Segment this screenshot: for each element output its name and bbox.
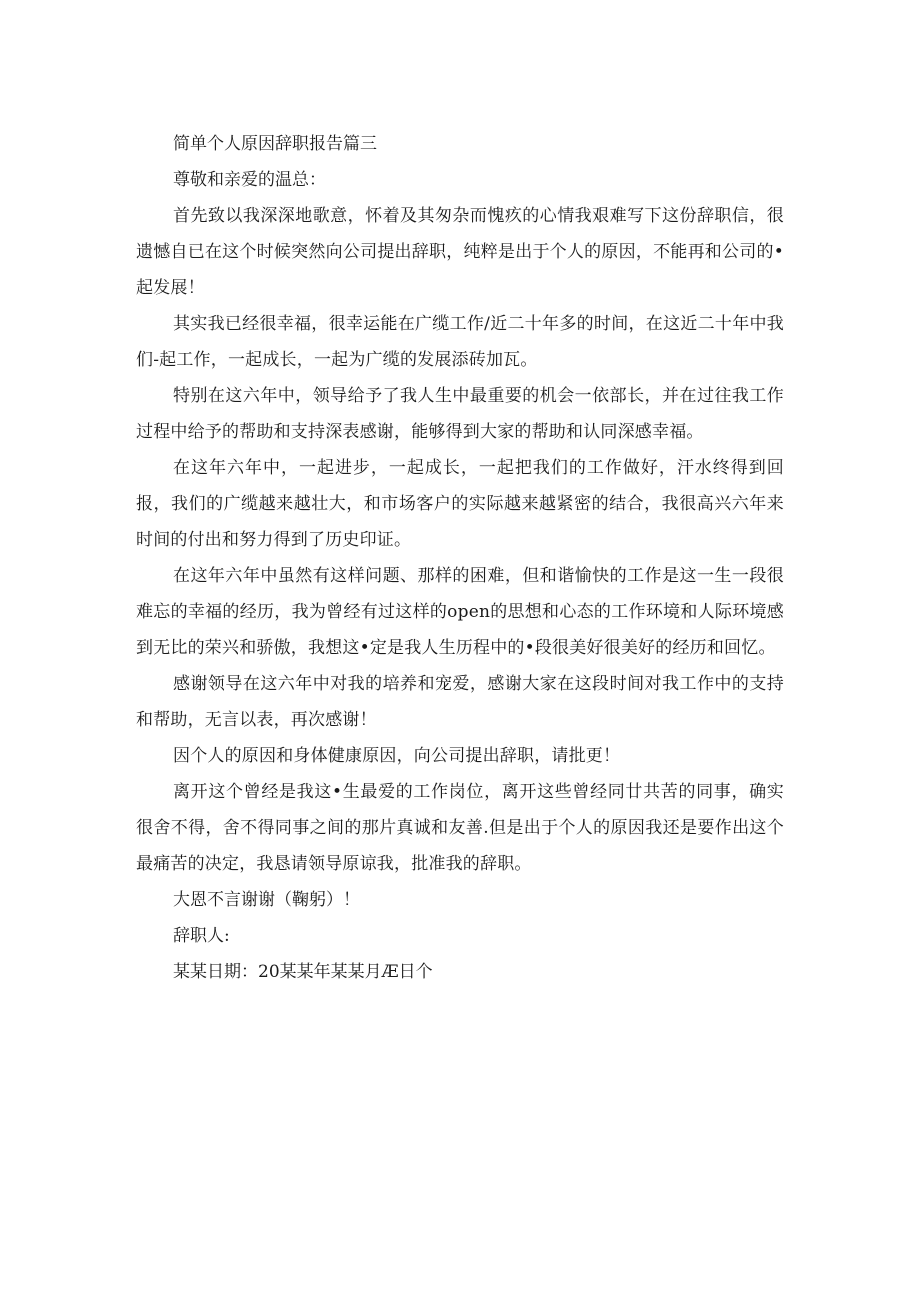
paragraph: 在这年六年中虽然有这样问题、那样的困难，但和谐愉快的工作是这一生一段很难忘的幸福的经历，我为曾经有过这样的open的思想和心态的工作环境和人际环境感到无比的荣兴和骄傲，我想这•定是我人生历程中的•段很美好很美好的经历和回忆。 [136, 566, 784, 658]
closing-line: 大恩不言谢谢（鞠躬）！ [173, 890, 360, 910]
signer-label: 辞职人: [173, 926, 230, 946]
paragraph: 感谢领导在这六年中对我的培养和宠爱，感谢大家在这段时间对我工作中的支持和帮助，无言以表，再次感谢！ [136, 674, 784, 730]
paragraph: 在这年六年中，一起进步，一起成长，一起把我们的工作做好，汗水终得到回报，我们的广缆越来越壮大，和市场客户的实际越来越紧密的结合，我很高兴六年来时间的付出和努力得到了历史印证。 [136, 458, 784, 550]
paragraph: 特别在这六年中，领导给予了我人生中最重要的机会一依部长，并在过往我工作过程中给予的帮助和支持深表感谢，能够得到大家的帮助和认同深感幸福。 [136, 386, 784, 442]
document-title: 简单个人原因辞职报告篇三 [173, 134, 377, 154]
date-line: 某某日期：20某某年某某月Æ日个 [173, 962, 433, 982]
paragraph: 离开这个曾经是我这•生最爱的工作岗位，离开这些曾经同廿共苦的同事，确实很舍不得，舍不得同事之间的那片真诚和友善.但是出于个人的原因我还是要作出这个最痛苦的决定，我恳请领导原谅我，批准我的辞职。 [136, 782, 784, 874]
paragraph: 因个人的原因和身体健康原因，向公司提出辞职，请批更！ [173, 746, 621, 766]
salutation: 尊敬和亲爱的温总： [173, 170, 326, 190]
paragraph: 首先致以我深深地歌意，怀着及其匆杂而愧疚的心情我艰难写下这份辞职信，很遗憾自已在这个时候突然向公司提出辞职，纯粹是出于个人的原因，不能再和公司的•起发展！ [136, 206, 784, 298]
document-page [136, 126, 784, 990]
paragraph: 其实我已经很幸福，很幸运能在广缆工作/近二十年多的时间，在这近二十年中我们-起工作，一起成长，一起为广缆的发展添砖加瓦。 [136, 314, 784, 370]
